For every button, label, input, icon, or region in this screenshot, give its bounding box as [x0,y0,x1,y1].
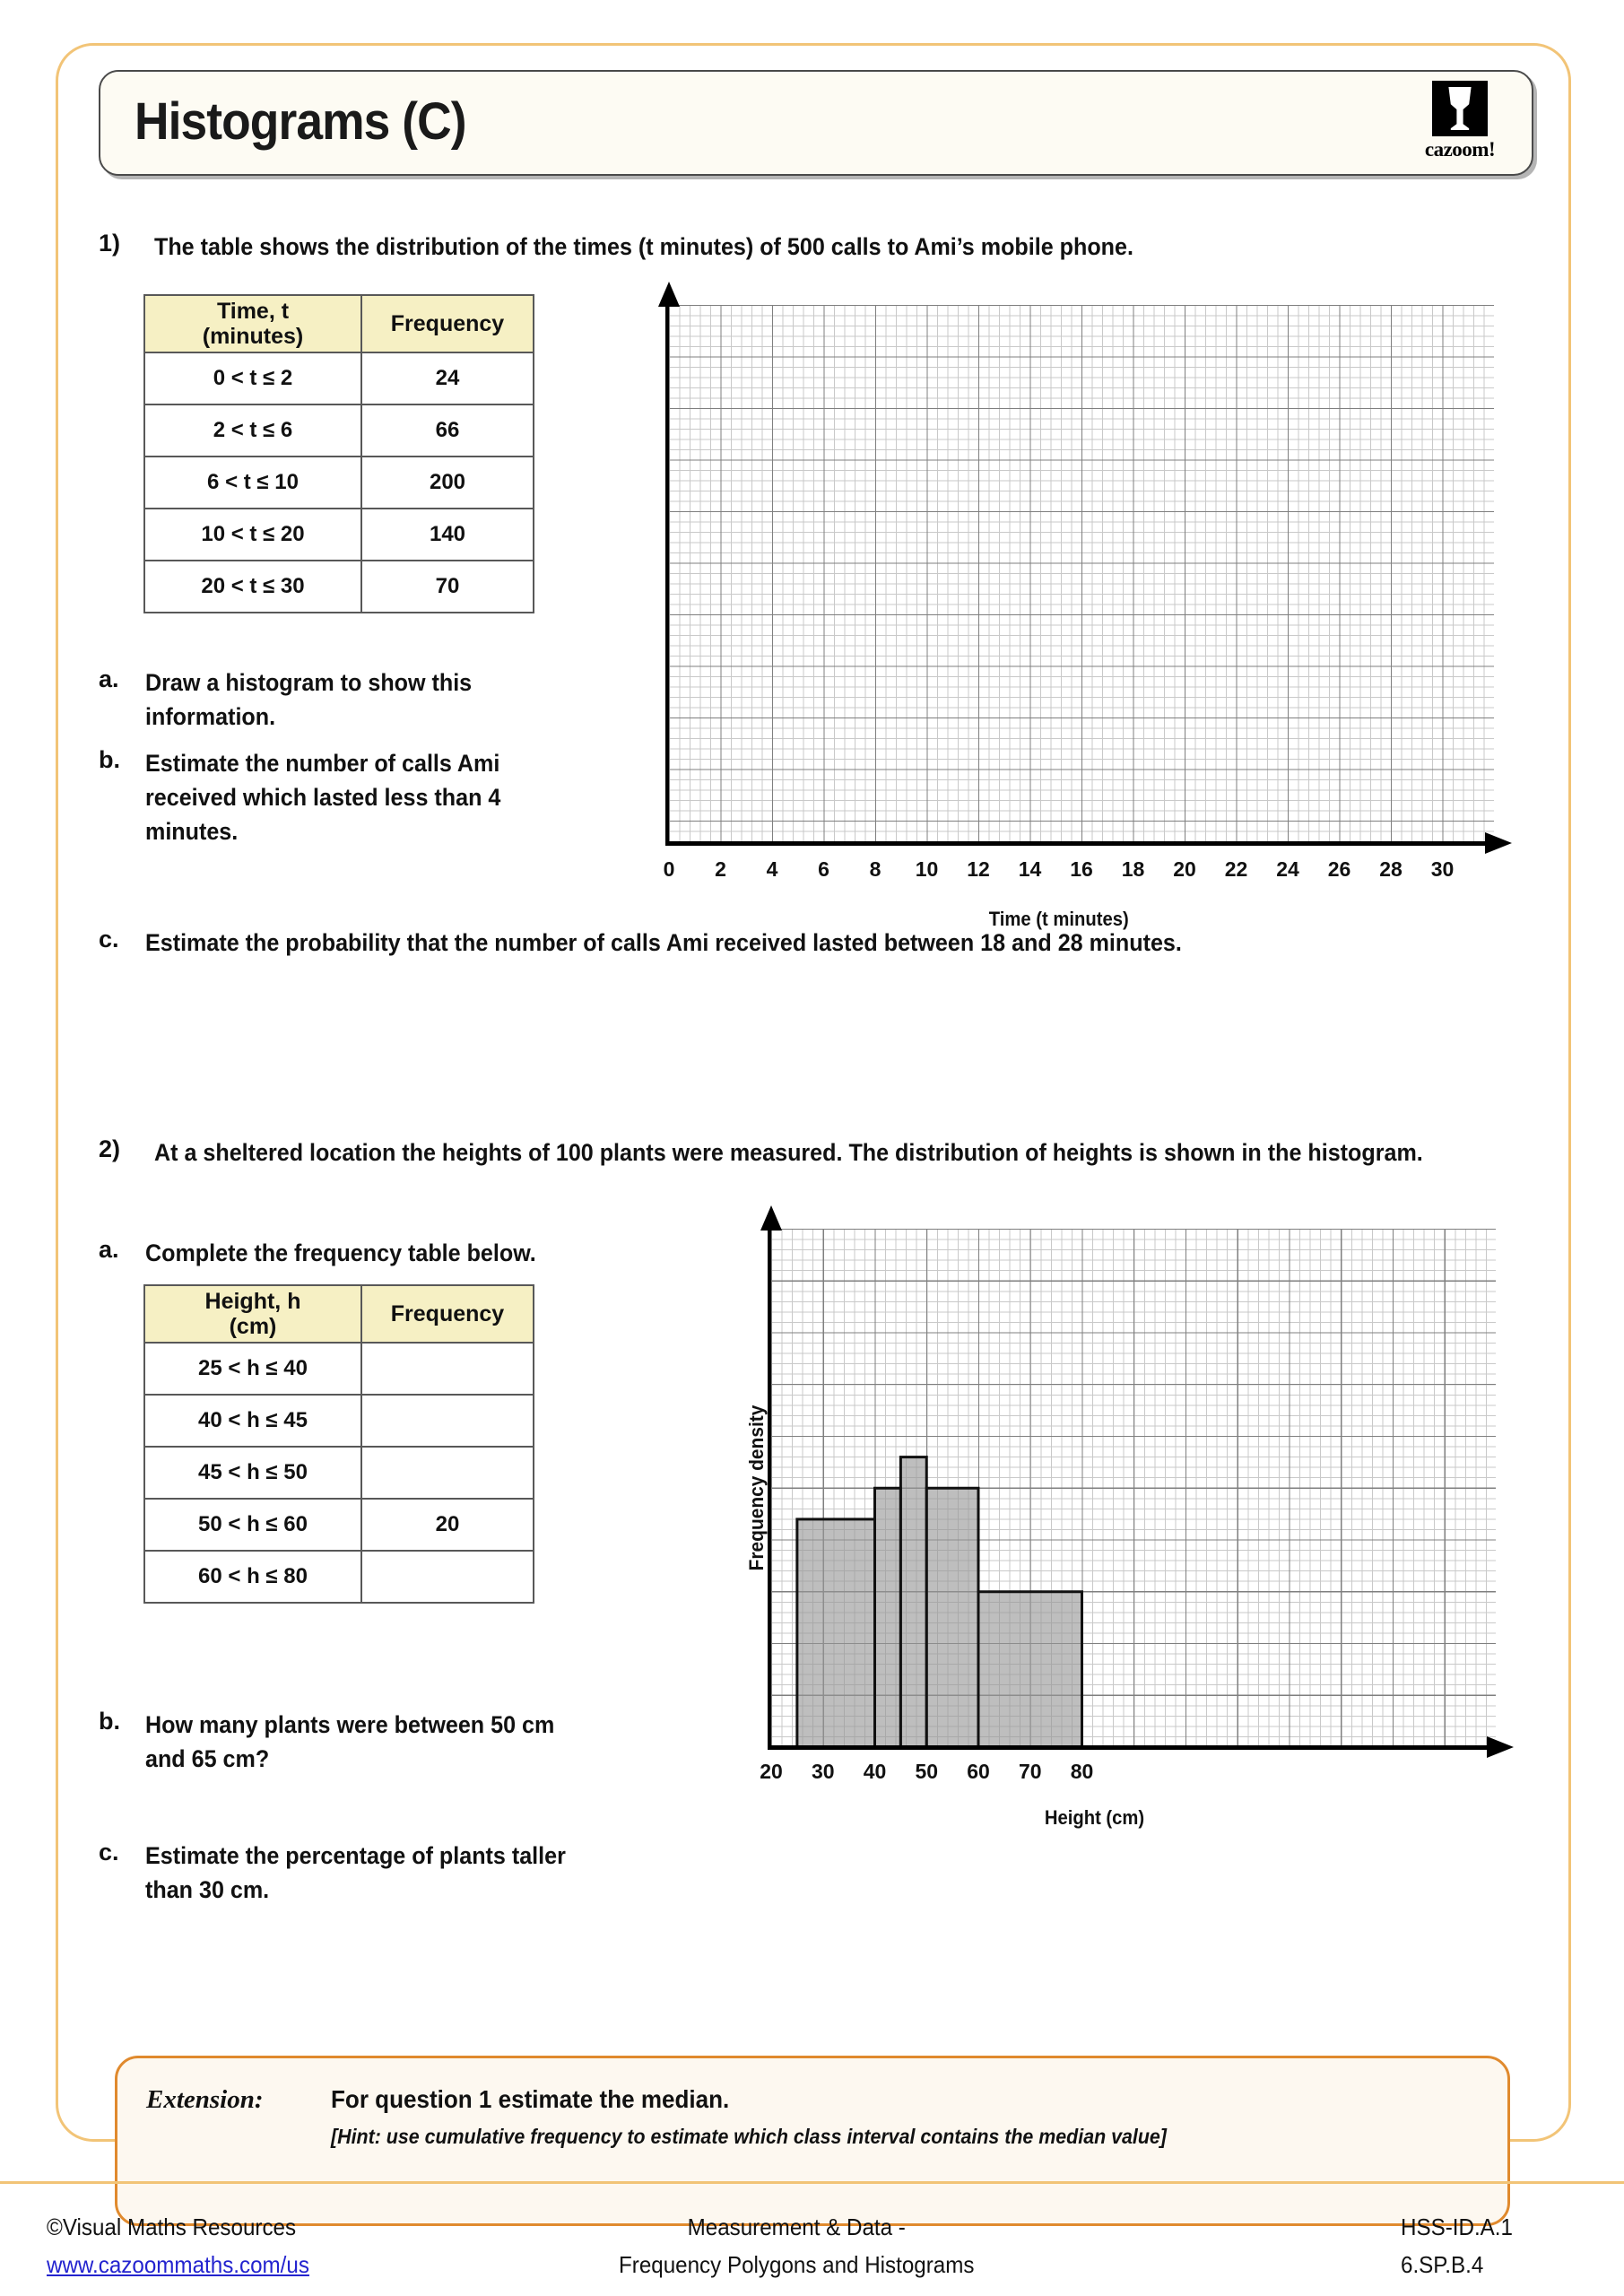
x-tick-label: 20 [1173,857,1196,881]
y-axis-line [768,1229,771,1747]
x-tick-label: 40 [863,1760,887,1783]
question-2b-letter: b. [99,1708,120,1735]
x-axis-line [665,841,1490,846]
question-2a-letter: a. [99,1236,119,1263]
x-tick-label: 12 [967,857,990,881]
x-tick-label: 30 [1430,857,1455,881]
frequency-input-cell[interactable]: 20 [361,1499,534,1551]
header-frequency: Frequency [361,1285,534,1343]
interval-cell: 10 < t ≤ 20 [144,509,361,561]
times-frequency-table [143,294,534,613]
interval-cell: 0 < t ≤ 2 [144,352,361,404]
interval-cell: 2 < t ≤ 6 [144,404,361,457]
standard-code-1: HSS-ID.A.1 [1401,2213,1513,2240]
frequency-input-cell[interactable] [361,1395,534,1447]
table-row [144,352,534,404]
cazoom-logo [1411,81,1508,169]
header-frequency: Frequency [361,295,534,352]
question-1-prompt: The table shows the distribution of the times (t minutes) of 500 calls to Ami’s mobile phone. [154,233,1133,260]
table-row [144,561,534,613]
frequency-cell[interactable]: 140 [361,509,534,561]
header-time: Time, t (minutes) [144,295,361,352]
x-tick-label: 28 [1379,857,1403,881]
logo-wordmark: cazoom! [1424,138,1496,161]
frequency-input-cell[interactable] [361,1343,534,1395]
y-axis-line [665,305,669,843]
table-row [144,1499,534,1551]
footer-left [47,2208,309,2283]
interval-cell: 25 < h ≤ 40 [144,1343,361,1395]
x-tick-label: 60 [967,1760,990,1783]
extension-hint: [Hint: use cumulative frequency to estimate which class interval contains the median value] [331,2125,1167,2148]
table-row [144,509,534,561]
footer-right [1401,2208,1513,2283]
extension-task: For question 1 estimate the median. [331,2085,730,2113]
website-link[interactable]: www.cazoommaths.com/us [47,2251,309,2278]
question-1a-letter: a. [99,665,119,692]
standard-code-2: 6.SP.B.4 [1401,2251,1484,2278]
x-tick-label: 0 [663,857,675,881]
hourglass-icon [1432,81,1488,136]
question-2-histogram[interactable] [708,1207,1515,1853]
x-axis-title: Height (cm) [1044,1806,1145,1829]
x-tick-label: 16 [1070,857,1093,881]
y-axis-title: Frequency density [745,1405,768,1571]
x-tick-label: 22 [1224,857,1248,881]
page-title: Histograms (C) [135,92,466,151]
topic-line-2: Frequency Polygons and Histograms [619,2251,975,2278]
question-1c-letter: c. [99,926,119,952]
x-axis-title: Time (t minutes) [988,908,1129,930]
extension-box [115,2056,1510,2226]
histogram-bar [797,1519,875,1747]
table-row [144,1395,534,1447]
x-tick-label: 50 [915,1760,939,1783]
x-tick-label: 4 [766,857,778,881]
x-tick-label: 24 [1276,857,1299,881]
x-tick-label: 6 [818,857,829,881]
x-axis-arrow-icon [1487,1736,1514,1758]
table-header-row [144,1285,534,1343]
question-2b-text: How many plants were between 50 cm and 65 cm? [145,1711,555,1772]
x-axis-arrow-icon [1485,832,1512,854]
table-row [144,404,534,457]
question-2a-text: Complete the frequency table below. [145,1239,536,1266]
interval-cell: 50 < h ≤ 60 [144,1499,361,1551]
interval-cell: 6 < t ≤ 10 [144,457,361,509]
y-axis-arrow-icon [658,282,680,309]
header-height: Height, h (cm) [144,1285,361,1343]
histogram-bar [926,1488,978,1747]
question-2c-letter: c. [99,1839,119,1866]
interval-cell: 60 < h ≤ 80 [144,1551,361,1603]
histogram-bars [771,1229,1496,1747]
histogram-bar [875,1488,901,1747]
question-1b-text: Estimate the number of calls Ami received which lasted less than 4 minutes. [145,750,501,845]
heights-frequency-table [143,1284,534,1604]
x-tick-label: 14 [1018,857,1042,881]
table-header-row [144,295,534,352]
table-row [144,1343,534,1395]
x-tick-label: 80 [1070,1760,1094,1783]
frequency-input-cell[interactable] [361,1551,534,1603]
interval-cell: 20 < t ≤ 30 [144,561,361,613]
histogram-bar [978,1592,1082,1747]
graph-paper-grid [669,305,1494,843]
x-tick-label: 30 [811,1760,835,1783]
frequency-input-cell[interactable] [361,1447,534,1499]
table-row [144,1551,534,1603]
frequency-cell[interactable]: 66 [361,404,534,457]
copyright-text: ©Visual Maths Resources [47,2213,297,2240]
frequency-cell[interactable]: 70 [361,561,534,613]
question-1-number: 1) [99,230,121,257]
question-2c-text: Estimate the percentage of plants taller than 30 cm. [145,1842,566,1903]
y-axis-arrow-icon [760,1205,782,1232]
footer-center [619,2208,974,2283]
topic-line-1: Measurement & Data - [687,2213,906,2240]
x-tick-label: 26 [1327,857,1351,881]
extension-label: Extension: [146,2085,264,2114]
x-tick-label: 8 [869,857,881,881]
x-tick-label: 18 [1121,857,1145,881]
footer-divider [0,2181,1624,2184]
question-1-graph[interactable] [660,292,1494,938]
question-1a-text: Draw a histogram to show this information. [145,669,473,730]
question-1c-text: Estimate the probability that the number of calls Ami received lasted between 18 and 28 minutes. [145,929,1182,956]
interval-cell: 40 < h ≤ 45 [144,1395,361,1447]
frequency-cell[interactable]: 24 [361,352,534,404]
question-2-number: 2) [99,1135,121,1162]
question-2-prompt: At a sheltered location the heights of 100 plants were measured. The distribution of heights is shown in the histogram. [154,1139,1423,1166]
frequency-cell[interactable]: 200 [361,457,534,509]
histogram-bar [900,1457,926,1747]
x-tick-label: 10 [915,857,939,881]
x-tick-label: 2 [715,857,726,881]
x-tick-label: 20 [760,1760,783,1783]
interval-cell: 45 < h ≤ 50 [144,1447,361,1499]
table-row [144,457,534,509]
table-row [144,1447,534,1499]
title-bar [99,70,1533,176]
x-axis-line [768,1745,1492,1750]
x-tick-label: 70 [1018,1760,1042,1783]
question-1b-letter: b. [99,746,120,773]
